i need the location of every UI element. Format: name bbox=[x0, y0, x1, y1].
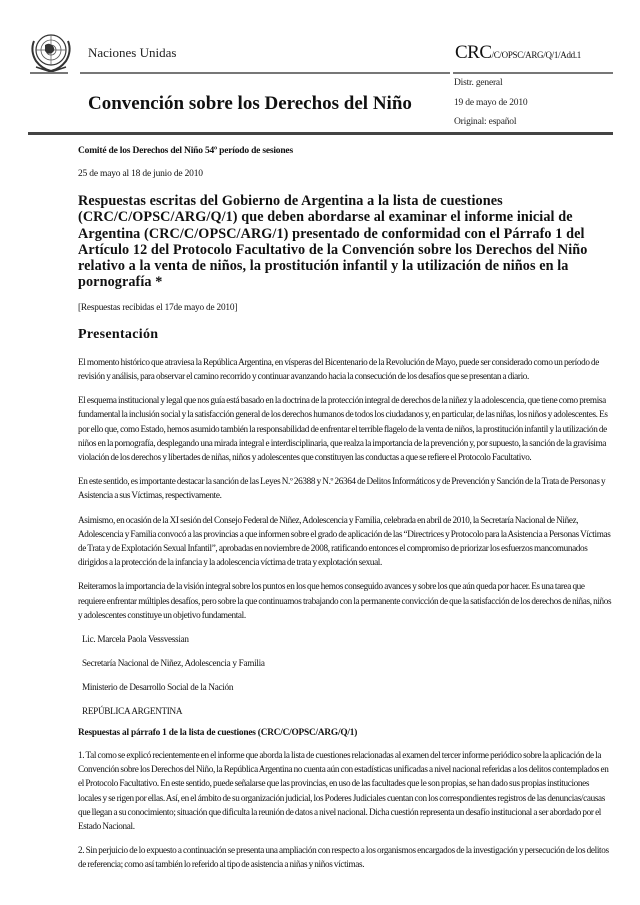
committee-line: Comité de los Derechos del Niño 54º período de sesiones bbox=[78, 146, 293, 156]
paragraph: En este sentido, es importante destacar la sanción de las Leyes N.º 26388 y N.º 26364 de Delitos Informáticos y de Prevención y Sanción de la Trata de Personas y Asistencia a sus Víctimas, respectivamente. bbox=[78, 476, 606, 501]
un-emblem-icon bbox=[28, 29, 74, 75]
document-body bbox=[78, 146, 613, 882]
signature-country: REPÚBLICA ARGENTINA bbox=[82, 706, 183, 717]
signature-name: Lic. Marcela Paola Vessvessian bbox=[82, 634, 189, 645]
organization-name: Naciones Unidas bbox=[88, 45, 177, 60]
symbol-main: CRC bbox=[455, 42, 492, 63]
answer-paragraph: 1. Tal como se explicó recientemente en el informe que aborda la lista de cuestiones relacionadas al examen del tercer informe periódico sobre la aplicación de la Convención sobre los Derechos del Niño, la República Argentina no cuenta aún con estadísticas unificadas a nivel nacional referidas a los delitos contemplados en el Protocolo Facultativo. En este sentido, puede señalarse que las provincias, en uso de las facultades que le son propias, se han dado sus propias instituciones locales y se rigen por ellas. Así, en el ámbito de su organización judicial, los Poderes Judiciales cuentan con los correspondientes registros de las denuncias/causas que llegan a su conocimiento; situación que dificulta la reunión de datos a nivel nacional. Dicha cuestión representa un desafío institucional a ser abordado por el Estado Nacional. bbox=[78, 750, 609, 832]
header-rule bbox=[453, 72, 613, 74]
symbol-suffix: /C/OPSC/ARG/Q/1/Add.1 bbox=[491, 50, 582, 60]
session-dates: 25 de mayo al 18 de junio de 2010 bbox=[78, 169, 203, 179]
signature-ministry: Ministerio de Desarrollo Social de la Nación bbox=[82, 682, 234, 693]
signature-office: Secretaría Nacional de Niñez, Adolescencia y Familia bbox=[82, 658, 265, 669]
answer-paragraph: 2. Sin perjuicio de lo expuesto a continuación se presenta una ampliación con respecto a los organismos encargados de la investigación y persecución de los delitos de referencia; como así también lo referido al tipo de asistencia a niñas y niños víctimas. bbox=[78, 845, 609, 870]
paragraph: Asimismo, en ocasión de la XI sesión del Consejo Federal de Niñez, Adolescencia y Familia, celebrada en abril de 2010, la Secretaría Nacional de Niñez, Adolescencia y Familia convocó a las provincias a que informen sobre el grado de aplicación de las “Directrices y Protocolo para la Asistencia a Personas Víctimas de Trata y de Explotación Sexual Infantil”, aprobadas en noviembre de 2008, ratificando entonces el compromiso de priorizar los esfuerzos mancomunados dirigidos a la protección de la infancia y la adolescencia víctima de trata y explotación sexual. bbox=[78, 514, 611, 568]
header-rule bbox=[80, 72, 450, 74]
document-date: 19 de mayo de 2010 bbox=[454, 98, 528, 108]
section-heading: Presentación bbox=[78, 326, 159, 342]
paragraph: Reiteramos la importancia de la visión integral sobre los puntos en los que hemos conseguido avances y sobre los que aún queda por hacer. Es una tarea que requiere enfrentar múltiples desafíos, pero sobre la que continuamos trabajando con la permanente convicción de que la satisfacción de los derechos de niñas, niños y adolescentes constituye un objetivo fundamental. bbox=[78, 581, 612, 620]
convention-title: Convención sobre los Derechos del Niño bbox=[88, 93, 412, 114]
received-note: [Respuestas recibidas el 17de mayo de 2010] bbox=[78, 302, 238, 313]
document-title: Respuestas escritas del Gobierno de Argentina a la lista de cuestiones (CRC/C/OPSC/ARG/Q/1) que deben abordarse al examinar el informe inicial de Argentina (CRC/C/OPSC/ARG/1) presentado de conformidad con el Párrafo 1 del Artículo 12 del Protocolo Facultativo de la Convención sobre los Derechos del Niño relativo a la venta de niños, la prostitución infantil y la utilización de niños en la pornografía * bbox=[78, 193, 588, 291]
header-rule bbox=[30, 72, 68, 74]
answers-subheading: Respuestas al párrafo 1 de la lista de cuestiones (CRC/C/OPSC/ARG/Q/1) bbox=[78, 728, 358, 739]
distribution: Distr. general bbox=[454, 78, 503, 88]
header-bottom-rule bbox=[28, 132, 613, 135]
paragraph: El momento histórico que atraviesa la República Argentina, en vísperas del Bicentenario de la Revolución de Mayo, puede ser considerado como un período de revisión y análisis, para observar el camino recorrido y continuar avanzando hacia la consecución de los desafíos que se presentan a diario. bbox=[78, 356, 599, 381]
document-symbol bbox=[455, 42, 581, 64]
original-language: Original: español bbox=[454, 117, 517, 127]
paragraph: El esquema institucional y legal que nos guía está basado en la doctrina de la protección integral de derechos de la niñez y la adolescencia, que tiene como premisa fundamental la inclusión social y la satisfacción general de los derechos humanos de todos los ciudadanos y, en particular, de las niñas, los niños y adolescentes. Es por ello que, como Estado, hemos asumido también la responsabilidad de enfrentar el terrible flagelo de la venta de niños, la prostitución infantil y la utilización de niños en la pornografía, desplegando una mirada integral e interdisciplinaria, que realza la importancia de la prevención y, por supuesto, la sanción de la gravísima violación de los derechos y libertades de niñas, niños y adolescentes que constituyen las conductas a que se refiere el Protocolo Facultativo. bbox=[78, 395, 608, 462]
